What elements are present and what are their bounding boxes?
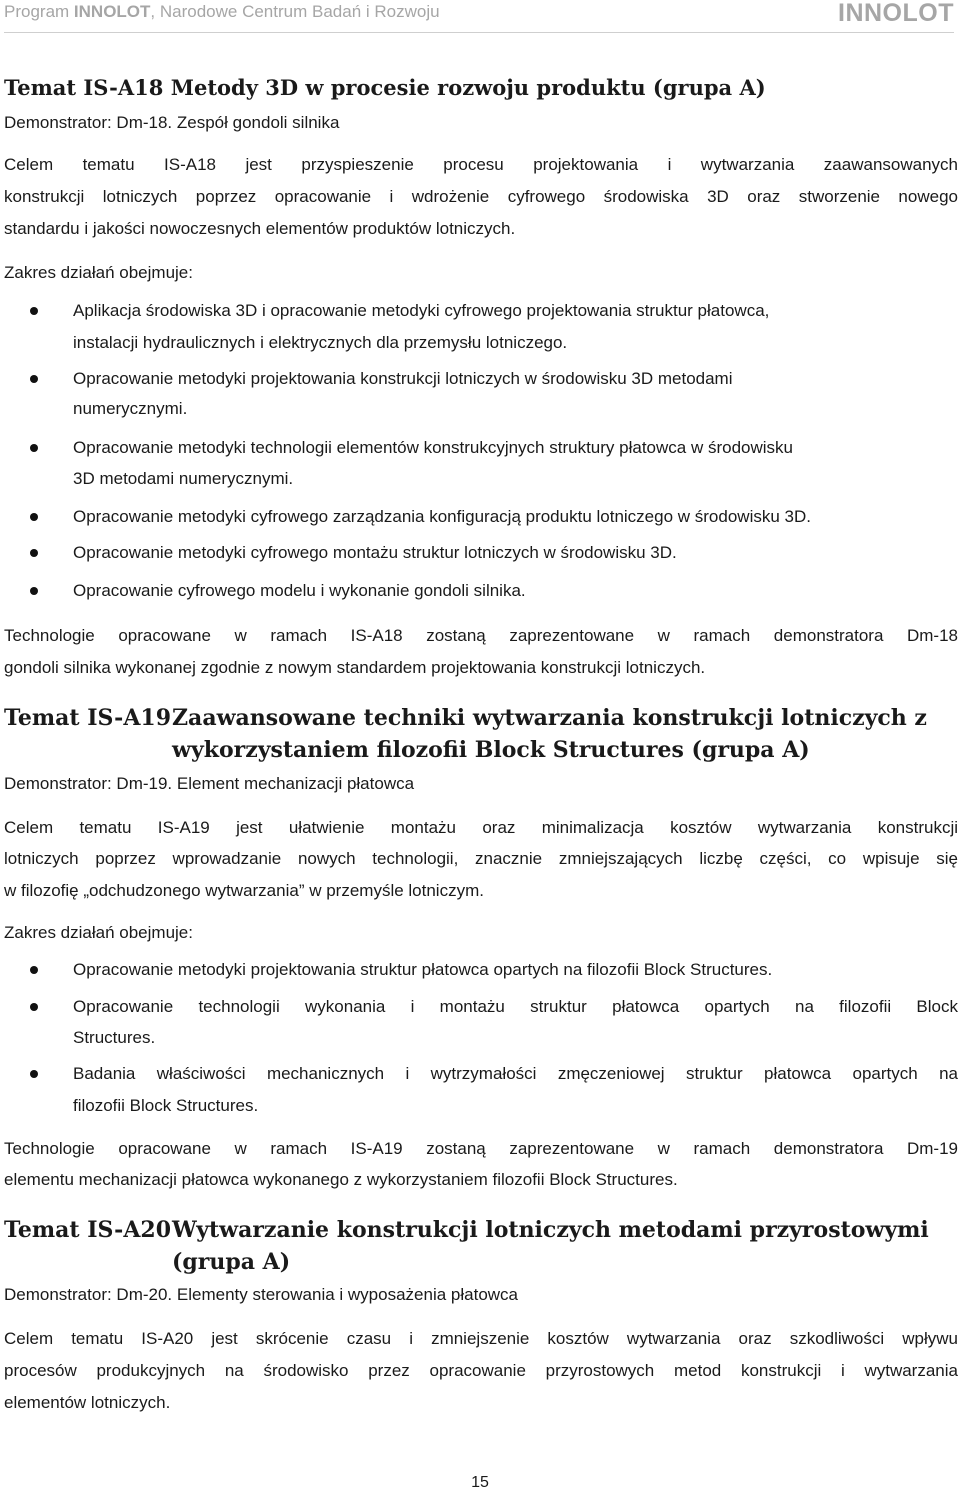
paragraph-line: Celem tematu IS-A18 jest przyspieszenie procesu projektowania i wytwarzania zaawansowanych: [4, 155, 958, 174]
list-item: Aplikacja środowiska 3D i opracowanie metodyki cyfrowego projektowania struktur płatowca,: [73, 301, 770, 320]
paragraph-line: w filozofię „odchudzonego wytwarzania” w przemyśle lotniczym.: [4, 881, 484, 900]
list-item: filozofii Block Structures.: [73, 1096, 259, 1115]
scope-label-is-a19: Zakres działań obejmuje:: [4, 923, 193, 942]
header-divider: [4, 32, 954, 33]
list-item: numerycznymi.: [73, 399, 188, 418]
bullet-icon: [30, 1070, 38, 1078]
section-title-is-a20-cont: (grupa A): [172, 1249, 291, 1275]
list-item: Opracowanie cyfrowego modelu i wykonanie gondoli silnika.: [73, 581, 526, 600]
page-number: 15: [471, 1474, 489, 1491]
list-item: 3D metodami numerycznymi.: [73, 469, 294, 488]
paragraph-line: konstrukcji lotniczych poprzez opracowanie i wdrożenie cyfrowego środowiska 3D oraz stworzenie nowego: [4, 187, 958, 206]
bullet-icon: [30, 587, 38, 595]
header-program-text: Program INNOLOT, Narodowe Centrum Badań i Rozwoju: [4, 2, 440, 21]
bullet-icon: [30, 444, 38, 452]
list-item: Opracowanie metodyki cyfrowego montażu struktur lotniczych w środowisku 3D.: [73, 543, 677, 562]
section-title-is-a19-cont: wykorzystaniem filozofii Block Structures (grupa A): [172, 737, 810, 763]
paragraph-line: Technologie opracowane w ramach IS-A18 zostaną zaprezentowane w ramach demonstratora Dm-18: [4, 626, 958, 645]
demonstrator-line-is-a18: Demonstrator: Dm-18. Zespół gondoli silnika: [4, 113, 340, 132]
bullet-icon: [30, 513, 38, 521]
paragraph-line: elementu mechanizacji płatowca wykonanego z wykorzystaniem filozofii Block Structures.: [4, 1170, 678, 1189]
paragraph-line: Technologie opracowane w ramach IS-A19 zostaną zaprezentowane w ramach demonstratora Dm-19: [4, 1139, 958, 1158]
paragraph-line: gondoli silnika wykonanej zgodnie z nowym standardem projektowania konstrukcji lotniczych.: [4, 658, 706, 677]
paragraph-line: procesów produkcyjnych na środowisko przez opracowanie przyrostowych metod konstrukcji i wytwarzania: [4, 1361, 958, 1380]
paragraph-line: standardu i jakości nowoczesnych elementów produktów lotniczych.: [4, 219, 516, 238]
header-logo-text: INNOLOT: [838, 0, 954, 27]
list-item: Badania właściwości mechanicznych i wytrzymałości zmęczeniowej struktur płatowca opartych na: [73, 1064, 958, 1083]
paragraph-line: Celem tematu IS-A19 jest ułatwienie montażu oraz minimalizacja kosztów wytwarzania konstrukcji: [4, 818, 958, 837]
scope-label-is-a18: Zakres działań obejmuje:: [4, 263, 193, 282]
section-title-is-a18: Temat IS-A18 Metody 3D w procesie rozwoju produktu (grupa A): [4, 75, 766, 100]
demonstrator-line-is-a19: Demonstrator: Dm-19. Element mechanizacji płatowca: [4, 774, 415, 793]
list-item: Opracowanie metodyki projektowania konstrukcji lotniczych w środowisku 3D metodami: [73, 369, 733, 388]
bullet-icon: [30, 1003, 38, 1011]
list-item: instalacji hydraulicznych i elektrycznych dla przemysłu lotniczego.: [73, 333, 568, 352]
section-title-is-a19: Temat IS-A19Zaawansowane techniki wytwarzania konstrukcji lotniczych z: [4, 705, 927, 731]
list-item: Opracowanie technologii wykonania i montażu struktur płatowca opartych na filozofii Block: [73, 997, 958, 1016]
bullet-icon: [30, 375, 38, 383]
list-item: Structures.: [73, 1028, 156, 1047]
page-header: [4, 0, 954, 30]
section-title-is-a20: Temat IS-A20Wytwarzanie konstrukcji lotniczych metodami przyrostowymi: [4, 1217, 929, 1243]
paragraph-line: elementów lotniczych.: [4, 1393, 171, 1412]
list-item: Opracowanie metodyki technologii elementów konstrukcyjnych struktury płatowca w środowisku: [73, 438, 793, 457]
paragraph-line: Celem tematu IS-A20 jest skrócenie czasu i zmniejszenie kosztów wytwarzania oraz szkodliwości wpływu: [4, 1329, 958, 1348]
bullet-icon: [30, 307, 38, 315]
bullet-icon: [30, 549, 38, 557]
demonstrator-line-is-a20: Demonstrator: Dm-20. Elementy sterowania i wyposażenia płatowca: [4, 1285, 519, 1304]
bullet-icon: [30, 966, 38, 974]
list-item: Opracowanie metodyki cyfrowego zarządzania konfiguracją produktu lotniczego w środowisku 3D.: [73, 507, 811, 526]
paragraph-line: lotniczych poprzez wprowadzanie nowych technologii, znacznie zmniejszających liczbę części, co wpisuje się: [4, 849, 958, 868]
list-item: Opracowanie metodyki projektowania struktur płatowca opartych na filozofii Block Structures.: [73, 960, 773, 979]
